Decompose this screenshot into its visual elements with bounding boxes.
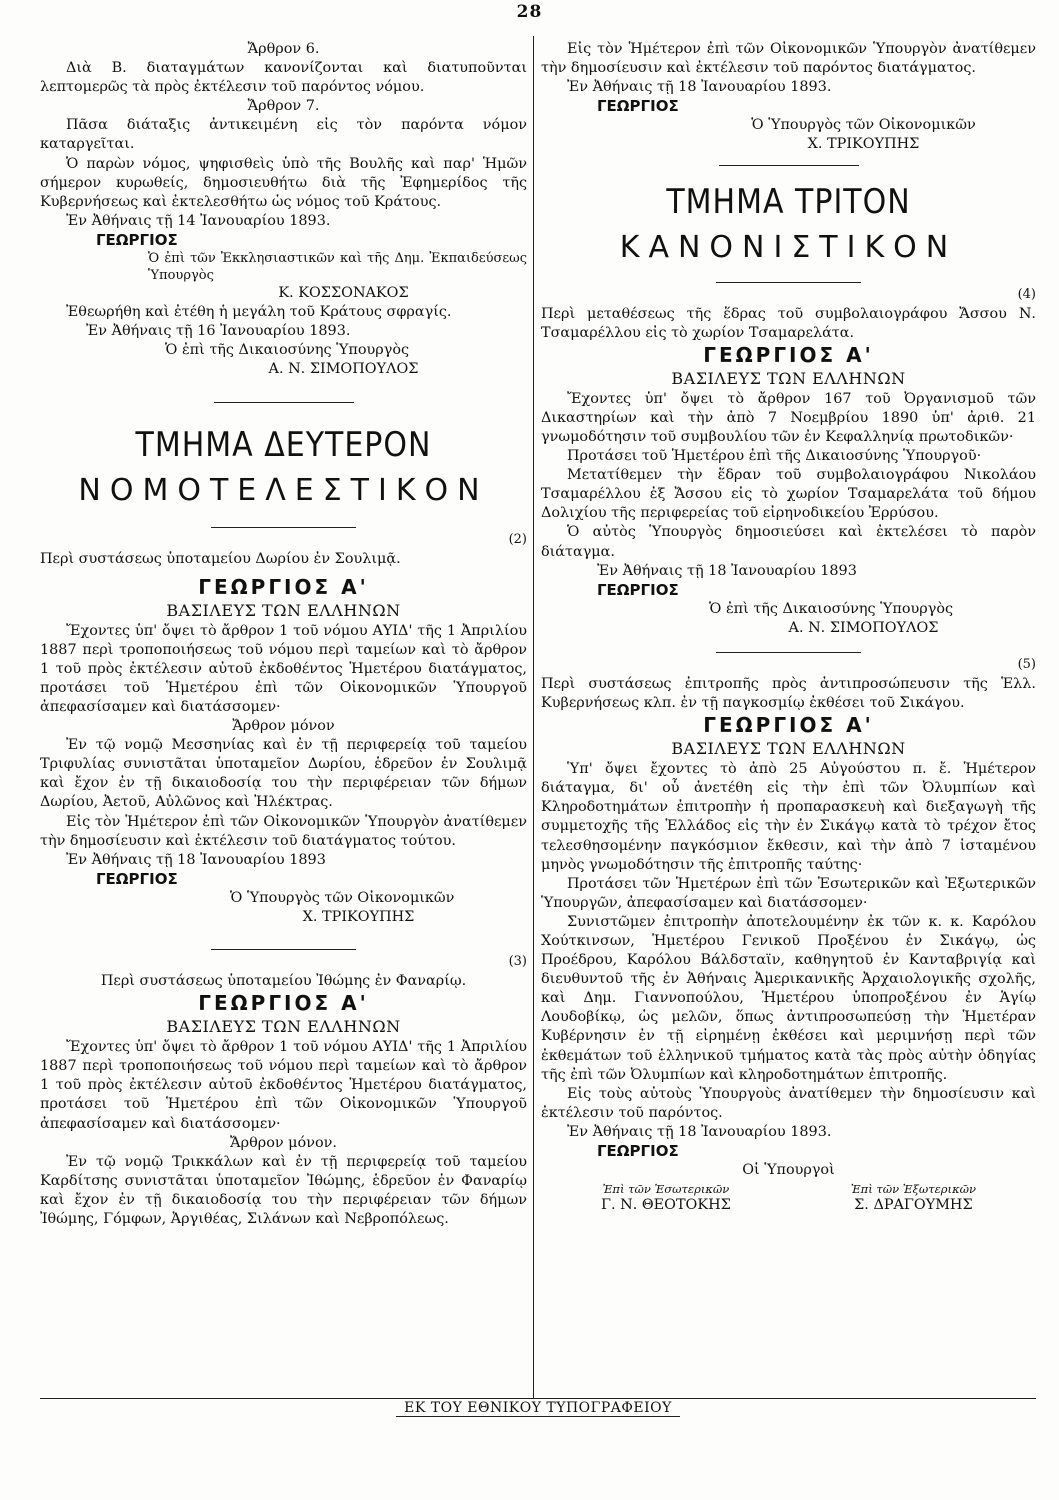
decree-5-date: Ἐν Ἀθήναις τῇ 18 Ἰανουαρίου 1893. [567, 1123, 832, 1140]
decree-rule [716, 282, 861, 283]
law-signature: ΓΕΩΡΓΙΟΣ [96, 230, 178, 249]
decree-2-body: Ἐν τῷ νομῷ Μεσσηνίας καὶ ἐν τῇ περιφερείᾳ τοῦ ταμείου Τριφυλίας συνιστᾶται ὑποταμεῖον Δωρίου, ἑδρεῦον ἐν Σουλιμᾷ καὶ ἔχον ἐν τῇ δικαιοδοσίᾳ του τὴν περιφέρειαν τῶν δήμων Δωρίου, Ἀετοῦ, Αὐλῶνος καὶ Ἠλέκτρας. [40, 737, 527, 811]
decree-2-minister-title: Ὁ Ὑπουργὸς τῶν Οἰκονομικῶν [230, 889, 455, 906]
decree-5-preamble: Ὑπ' ὄψει ἔχοντες τὸ ἀπὸ 25 Αὐγούστου π. ἔ. Ἡμέτερον διάταγμα, δι' οὗ ἀνετέθη εἰς τὴν ἐπὶ τῶν Ὀλυμπίων καὶ Κληροδοτημάτων ἐπιτροπὴν ἡ προπαρασκευὴ καὶ διεξαγωγὴ τῆς συμμετοχῆς τῆς Ἑλλάδος εἰς τὴν ἐν Σικάγῳ κατὰ τὸ τρέχον ἔτος τελεσθησομένην παγκόσμιον ἔκθεσιν, καὶ τὴν ἀπὸ 7 ἱσταμένου μηνὸς γνωμοδότησιν τῆς ἐπιτροπῆς ταύτης· [541, 761, 1036, 873]
decree-4-minister-title: Ὁ ἐπὶ τῆς Δικαιοσύνης Ὑπουργὸς [709, 600, 954, 617]
decree-3-body: Ἐν τῷ νομῷ Τρικκάλων καὶ ἐν τῇ περιφερείᾳ τοῦ ταμείου Καρδίτσης συνιστᾶται ὑποταμεῖον Ἰθώμης, ἑδρεῦον ἐν Φαναρίῳ καὶ ἔχον ἐν τῇ δικαιοδοσίᾳ του τὴν περιφέρειαν τῶν δήμων Ἰθώμης, Γόμφων, Ἀργιθέας, Σιλάνων καὶ Νεβροπόλεως. [40, 1153, 527, 1228]
page-number: 28 [516, 2, 543, 22]
decree-4-date: Ἐν Ἀθήναις τῇ 18 Ἰανουαρίου 1893 [597, 562, 857, 579]
article-6-text: Διὰ Β. διαταγμάτων κανονίζονται καὶ διατυποῦνται λεπτομερῶς τὰ πρὸς ἐκτέλεσιν τοῦ παρόντος νόμου. [40, 60, 527, 96]
section-two-title: ΤΜΗΜΑ ΔΕΥΤΕΡΟΝ [135, 425, 432, 465]
decree-4-body: Μετατίθεμεν τὴν ἕδραν τοῦ συμβολαιογράφου Νικολάου Τσαμαρέλλου ἐξ Ἄσσου εἰς τὸ χωρίον Τσαμαρελάτα τοῦ δήμου Δολιχίου τῆς περιφερείας τοῦ εἰρηνοδικείου Ἐρρύσου. [541, 467, 1036, 522]
decree-2-signature: ΓΕΩΡΓΙΟΣ [96, 869, 178, 888]
column-divider [533, 36, 534, 1398]
decree-2-preamble: Ἔχοντες ὑπ' ὄψει τὸ ἄρθρον 1 τοῦ νόμου ΑΥΙΔ' τῆς 1 Ἀπριλίου 1887 περὶ τροποποιήσεως τοῦ νόμου περὶ ταμείων καὶ τὸ ἄρθρον 1 τοῦ πρὸς ἐκτέλεσιν αὐτοῦ ἐκδοθέντος Ἡμετέρου διατάγματος, προτάσει τοῦ Ἡμετέρου ἐπὶ τῶν Οἰκονομικῶν Ὑπουργοῦ ἀπεφασίσαμεν καὶ διατάσσομεν· [40, 622, 527, 715]
decree-3-preamble: Ἔχοντες ὑπ' ὄψει τὸ ἄρθρον 1 τοῦ νόμου ΑΥΙΔ' τῆς 1 Ἀπριλίου 1887 περὶ τροποποιήσεως τοῦ νόμου περὶ ταμείων καὶ τὸ ἄρθρον 1 τοῦ πρὸς ἐκτέλεσιν αὐτοῦ ἐκδοθέντος Ἡμετέρου διατάγματος, προτάσει τοῦ Ἡμετέρου ἐπὶ τῶν Οἰκονομικῶν Ὑπουργοῦ ἀπεφασίσαμεν καὶ διατάσσομεν· [40, 1039, 527, 1132]
decree-4-number: (4) [1017, 286, 1036, 302]
decree-4-kings-of: ΒΑΣΙΛΕΥΣ ΤΩΝ ΕΛΛΗΝΩΝ [671, 368, 906, 388]
decree-5-exec: Εἰς τοὺς αὐτοὺς Ὑπουργοὺς ἀνατίθεμεν τὴν δημοσίευσιν καὶ ἐκτέλεσιν τοῦ παρόντος. [541, 1085, 1036, 1121]
decree-3-number: (3) [508, 954, 527, 970]
decree-2-king: ΓΕΩΡΓΙΟΣ Α' [198, 574, 369, 599]
law-minister-title: Ὁ ἐπὶ τῶν Ἐκκλησιαστικῶν καὶ τῆς Δημ. Ἐκπαιδεύσεως Ὑπουργὸς [148, 251, 527, 284]
decree-4-signature: ΓΕΩΡΓΙΟΣ [597, 580, 679, 599]
minister-interior [601, 1182, 731, 1215]
decree-2-kings-of: ΒΑΣΙΛΕΥΣ ΤΩΝ ΕΛΛΗΝΩΝ [166, 600, 401, 620]
printer-footer [40, 1400, 1036, 1416]
minister-foreign-name: Σ. ΔΡΑΓΟΥΜΗΣ [854, 1197, 973, 1214]
decree-3-exec: Εἰς τὸν Ἡμέτερον ἐπὶ τῶν Οἰκονομικῶν Ὑπουργὸν ἀνατίθεμεν τὴν δημοσίευσιν καὶ ἐκτέλεσιν τοῦ παρόντος διατάγματος. [541, 41, 1036, 77]
section-rule [719, 165, 859, 166]
printer-footer-text: ΕΚ ΤΟΥ ΕΘΝΙΚΟΥ ΤΥΠΟΓΡΑΦΕΙΟΥ [396, 1400, 680, 1417]
decree-4-king: ΓΕΩΡΓΙΟΣ Α' [703, 342, 874, 367]
decree-3-king: ΓΕΩΡΓΙΟΣ Α' [198, 991, 369, 1016]
decree-rule [716, 652, 861, 653]
decree-5-king: ΓΕΩΡΓΙΟΣ Α' [703, 713, 874, 738]
section-two-subtitle: ΝΟΜΟΤΕΛΕΣΤΙΚΟΝ [78, 472, 489, 508]
decree-3-minister-name: Χ. ΤΡΙΚΟΥΠΗΣ [807, 136, 920, 153]
article-7-text: Πᾶσα διάταξις ἀντικειμένη εἰς τὸν παρόντα νόμον καταργεῖται. [40, 117, 527, 153]
right-column [541, 40, 1036, 1215]
decree-4-minister-name: Α. Ν. ΣΙΜΟΠΟΥΛΟΣ [788, 619, 939, 636]
decree-4-preamble: Ἔχοντες ὑπ' ὄψει τὸ ἄρθρον 167 τοῦ Ὀργανισμοῦ τῶν Δικαστηρίων καὶ τὴν ἀπὸ 7 Νοεμβρίου 1890 ὑπ' ἀριθ. 21 γνωμοδότησιν τοῦ συμβουλίου τῶν ἐν Κεφαλληνίᾳ πρωτοδικῶν· [541, 390, 1036, 445]
decree-5-kings-of: ΒΑΣΙΛΕΥΣ ΤΩΝ ΕΛΛΗΝΩΝ [671, 739, 906, 759]
decree-5-body: Συνιστῶμεν ἐπιτροπὴν ἀποτελουμένην ἐκ τῶν κ. κ. Καρόλου Χούτκινσων, Ἡμετέρου Γενικοῦ Προξένου ἐν Σικάγῳ, ὡς Προέδρου, Καρόλου Βάλδσταϊν, καθηγητοῦ ἐν Κανταβριγίᾳ καὶ διευθυντοῦ τῆς ἐν Ἀθήναις Ἀμερικανικῆς Ἀρχαιολογικῆς σχολῆς, καὶ Δημ. Γιαννοπούλου, Ἡμετέρου ὑποπροξένου ἐν Ἁγίῳ Λουδοβίκῳ, ὡς μελῶν, ὅπως ἀντιπροσωπεύσῃ τὴν Ἡμετέραν Κυβέρνησιν ἐν τῇ εἰρημένῃ ἐκθέσει καὶ μεριμνήσῃ περὶ τῶν ἐκθεμάτων τοῦ ἑλληνικοῦ τμήματος κατὰ τὰς πρὸς αὐτὴν ὁδηγίας τῆς ἐπὶ τῶν Ὀλυμπίων καὶ κληροδοτημάτων ἐπιτροπῆς. [541, 913, 1036, 1083]
section-three-title: ΤΜΗΜΑ ΤΡΙΤΟΝ [666, 182, 911, 222]
minister-foreign [851, 1182, 976, 1215]
seal-date: Ἐν Ἀθήναις τῇ 16 Ἰανουαρίου 1893. [86, 323, 351, 340]
decree-2-title: Περὶ συστάσεως ὑποταμείου Δωρίου ἐν Σουλιμᾷ. [40, 550, 401, 567]
decree-5-ministers-label: Οἱ Ὑπουργοὶ [742, 1162, 835, 1179]
decree-5-number: (5) [1017, 656, 1036, 672]
decree-rule [211, 949, 356, 950]
seal-text: Ἐθεωρήθη καὶ ἐτέθη ἡ μεγάλη τοῦ Κράτους σφραγίς. [66, 304, 452, 321]
decree-3-date: Ἐν Ἀθήναις τῇ 18 Ἰανουαρίου 1893. [567, 79, 832, 96]
law-date: Ἐν Ἀθήναις τῇ 14 Ἰανουαρίου 1893. [66, 212, 331, 229]
decree-2-article: Ἄρθρον μόνον [232, 718, 335, 735]
minister-foreign-title: Ἐπὶ τῶν Ἐξωτερικῶν [850, 1182, 976, 1197]
decree-2-minister-name: Χ. ΤΡΙΚΟΥΠΗΣ [302, 909, 415, 925]
decree-4-proposal: Προτάσει τοῦ Ἡμετέρου ἐπὶ τῆς Δικαιοσύνης Ὑπουργοῦ· [567, 448, 982, 465]
decree-4-exec: Ὁ αὐτὸς Ὑπουργὸς δημοσιεύσει καὶ ἐκτελέσει τὸ παρὸν διάταγμα. [541, 524, 1036, 560]
decree-5-signature: ΓΕΩΡΓΙΟΣ [597, 1142, 679, 1161]
article-7-heading: Ἄρθρον 7. [247, 98, 320, 115]
minister-interior-name: Γ. Ν. ΘΕΟΤΟΚΗΣ [600, 1197, 731, 1214]
section-three-subtitle: ΚΑΝΟΝΙΣΤΙΚΟΝ [619, 229, 958, 265]
law-enactment-text: Ὁ παρὼν νόμος, ψηφισθεὶς ὑπὸ τῆς Βουλῆς καὶ παρ' Ἡμῶν σήμερον κυρωθείς, δημοσιευθήτω διὰ τῆς Ἐφημερίδος τῆς Κυβερνήσεως καὶ ἐκτελεσθήτω ὡς νόμος τοῦ Κράτους. [40, 155, 527, 210]
decree-4-title: Περὶ μεταθέσεως τῆς ἕδρας τοῦ συμβολαιογράφου Ἄσσου Ν. Τσαμαρέλλου εἰς τὸ χωρίον Τσαμαρελάτα. [541, 305, 1036, 341]
left-column [40, 40, 527, 1229]
decree-rule [211, 527, 356, 528]
decree-3-title: Περὶ συστάσεως ὑποταμείου Ἰθώμης ἐν Φαναρίῳ. [100, 973, 467, 990]
decree-5-joint-signatures [541, 1182, 1036, 1215]
decree-5-proposal: Προτάσει τῶν Ἡμετέρων ἐπὶ τῶν Ἐσωτερικῶν καὶ Ἐξωτερικῶν Ὑπουργῶν, ἀπεφασίσαμεν καὶ διατάσσομεν· [541, 875, 1036, 911]
seal-minister-title: Ὁ ἐπὶ τῆς Δικαιοσύνης Ὑπουργὸς [165, 342, 410, 359]
article-6-heading: Ἄρθρον 6. [247, 41, 320, 57]
section-rule [214, 402, 354, 403]
footer-rule [40, 1398, 1036, 1399]
seal-minister-name: Α. Ν. ΣΙΜΟΠΟΥΛΟΣ [268, 361, 419, 378]
decree-3-minister-title: Ὁ Ὑπουργὸς τῶν Οἰκονομικῶν [751, 117, 976, 134]
decree-2-number: (2) [508, 531, 527, 547]
decree-2-exec: Εἰς τὸν Ἡμέτερον ἐπὶ τῶν Οἰκονομικῶν Ὑπουργὸν ἀνατίθεμεν τὴν δημοσίευσιν καὶ ἐκτέλεσιν τοῦ διατάγματος τούτου. [40, 813, 527, 849]
law-minister-name: Κ. ΚΟΣΣΟΝΑΚΟΣ [278, 285, 409, 302]
decree-3-kings-of: ΒΑΣΙΛΕΥΣ ΤΩΝ ΕΛΛΗΝΩΝ [166, 1017, 401, 1037]
decree-5-title: Περὶ συστάσεως ἐπιτροπῆς πρὸς ἀντιπροσώπευσιν τῆς Ἑλλ. Κυβερνήσεως κλπ. ἐν τῇ παγκοσμίῳ ἐκθέσει τοῦ Σικάγου. [541, 675, 1036, 712]
decree-3-article: Ἄρθρον μόνον. [230, 1134, 337, 1151]
minister-interior-title: Ἐπὶ τῶν Ἐσωτερικῶν [602, 1182, 730, 1197]
decree-3-signature: ΓΕΩΡΓΙΟΣ [597, 97, 679, 116]
decree-2-date: Ἐν Ἀθήναις τῇ 18 Ἰανουαρίου 1893 [66, 851, 326, 868]
